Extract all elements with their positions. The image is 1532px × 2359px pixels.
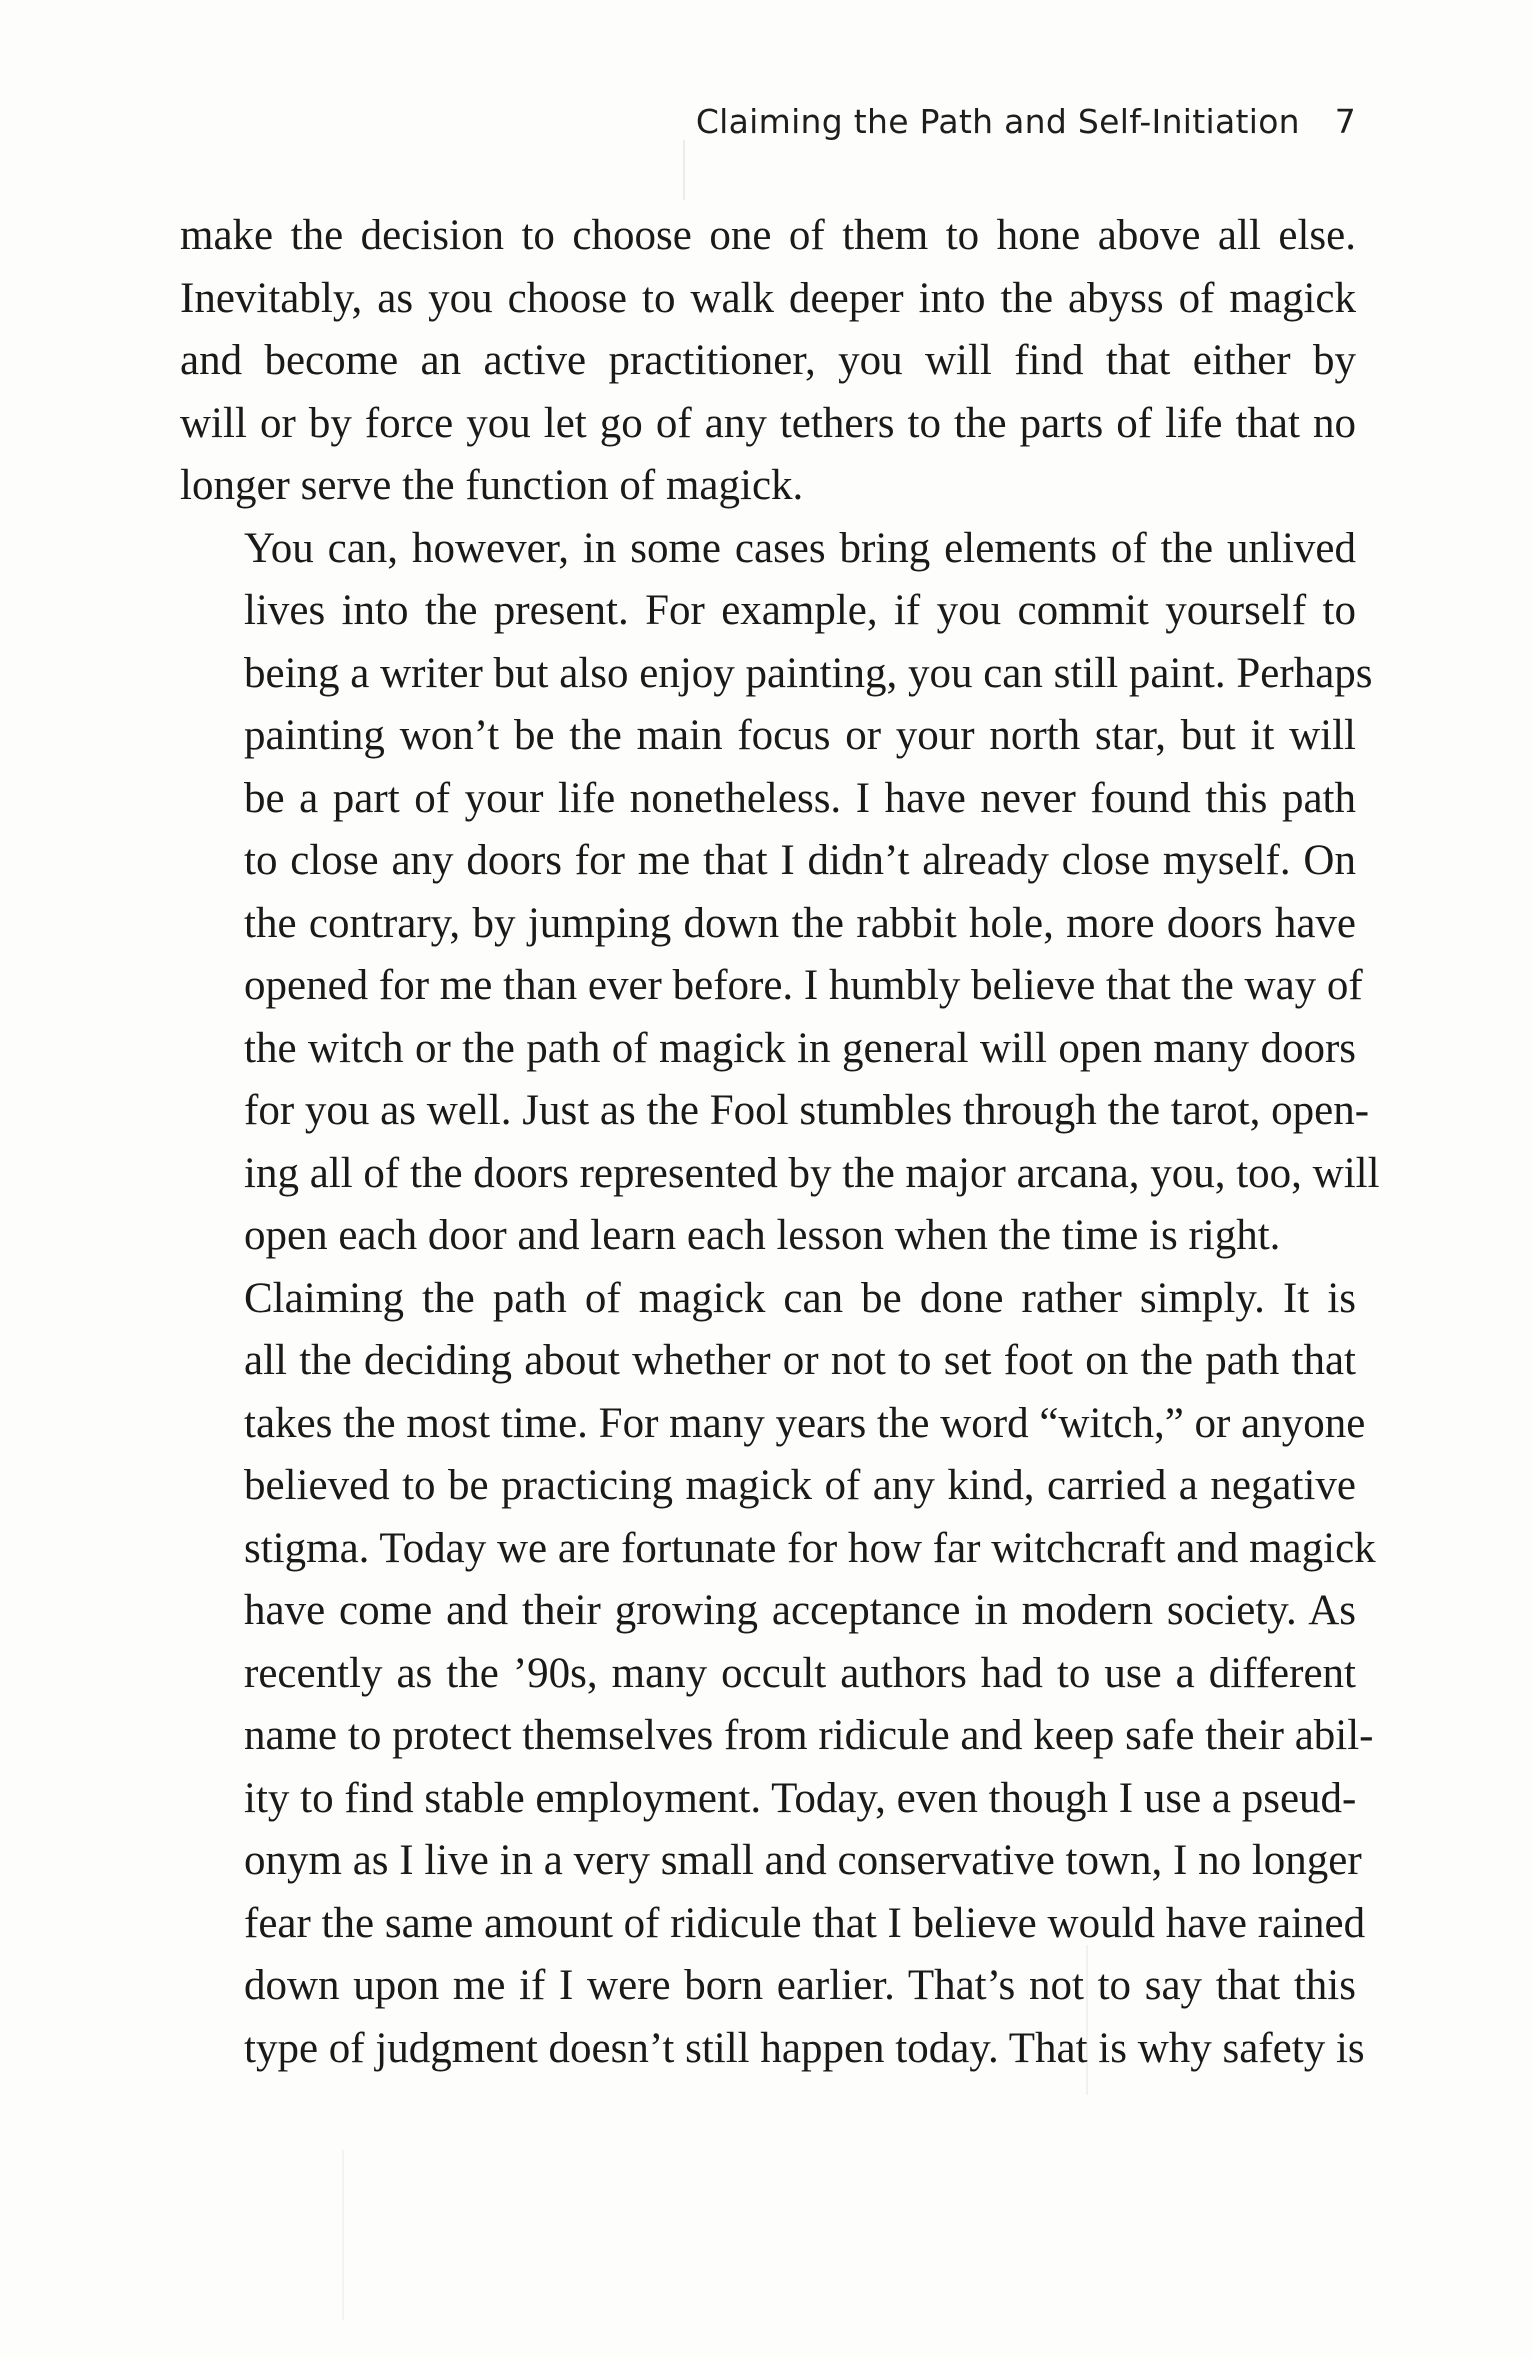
text-line: takes the most time. For many years the word “witch,” or anyone [244,1399,1366,1447]
text-line: Inevitably, as you choose to walk deeper into the abyss of magick [180,274,1356,322]
text-line: believed to be practicing magick of any kind, carried a negative [244,1462,1356,1509]
text-line: down upon me if I were born earlier. That’s not to say that this [244,1962,1356,2009]
text-line: stigma. Today we are fortunate for how far witchcraft and magick [244,1524,1376,1572]
running-head [180,102,1356,152]
text-line: lives into the present. For example, if you commit yourself to [244,587,1356,634]
text-line: Claiming the path of magick can be done rather simply. It is [244,1274,1356,1322]
text-line: the contrary, by jumping down the rabbit hole, more doors have [244,899,1356,947]
text-line: name to protect themselves from ridicule and keep safe their abil- [244,1712,1374,1759]
text-line: have come and their growing acceptance in modern society. As [244,1587,1356,1634]
running-head-title: Claiming the Path and Self-Initiation [695,102,1300,141]
page-number: 7 [1334,102,1356,141]
text-line: opened for me than ever before. I humbly believe that the way of [244,962,1363,1009]
text-line: fear the same amount of ridicule that I believe would have rained [244,1899,1366,1947]
text-line: to close any doors for me that I didn’t already close myself. On [244,837,1356,884]
body-text [180,205,1380,2080]
paragraph [180,1268,1376,2081]
text-line: the witch or the path of magick in general will open many doors [244,1024,1356,1072]
scan-artifact [342,2150,344,2320]
text-line: for you as well. Just as the Fool stumbles through the tarot, open- [244,1087,1370,1134]
text-line: longer serve the function of magick. [180,462,804,509]
text-line: and become an active practitioner, you will find that either by [180,337,1356,384]
paragraph [180,205,1356,518]
text-line: be a part of your life nonetheless. I have never found this path [244,774,1356,822]
paragraph [180,518,1380,1268]
text-line: make the decision to choose one of them to hone above all else. [180,212,1356,259]
text-line: You can, however, in some cases bring elements of the unlived [244,524,1356,572]
text-line: painting won’t be the main focus or your north star, but it will [244,712,1356,759]
text-line: ity to find stable employment. Today, even though I use a pseud- [244,1774,1357,1822]
text-line: open each door and learn each lesson when the time is right. [244,1212,1281,1259]
text-line: will or by force you let go of any tethers to the parts of life that no [180,399,1356,447]
text-line: onym as I live in a very small and conservative town, I no longer [244,1837,1362,1884]
text-line: all the deciding about whether or not to set foot on the path that [244,1337,1356,1384]
text-line: recently as the ’90s, many occult authors had to use a different [244,1649,1356,1697]
text-line: type of judgment doesn’t still happen today. That is why safety is [244,2024,1365,2072]
text-line: being a writer but also enjoy painting, you can still paint. Perhaps [244,649,1373,697]
text-line: ing all of the doors represented by the major arcana, you, too, will [244,1149,1380,1197]
